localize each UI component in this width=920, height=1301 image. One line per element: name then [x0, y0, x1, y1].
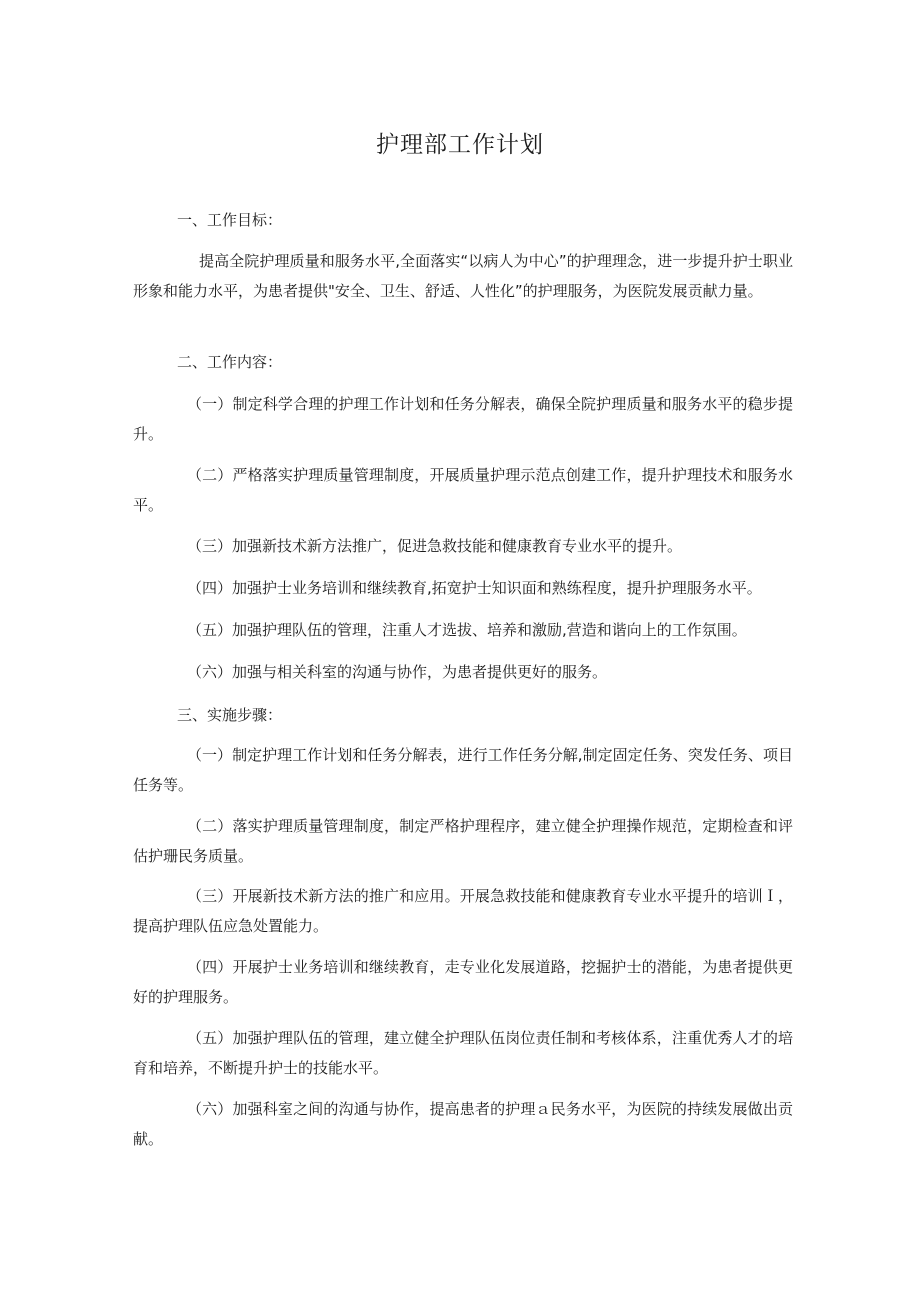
content-item: （三）加强新技术新方法推广，促进急救技能和健康教育专业水平的提升。	[187, 537, 683, 555]
content-item: （一）制定科学合理的护理工作计划和任务分解表，确保全院护理质量和服务水平的稳步提升。	[133, 395, 793, 443]
goals-paragraph: 提高全院护理质量和服务水平,全面落实“以病人为中心”的护理理念，进一步提升护士职业形象和能力水平，为患者提供"安全、卫生、舒适、人性化”的护理服务，为医院发展贡献力量。	[133, 252, 793, 300]
section-heading-content: 二、工作内容：	[177, 353, 283, 371]
document-title: 护理部工作计划	[376, 132, 544, 158]
step-item: （一）制定护理工作计划和任务分解表，进行工作任务分解,制定固定任务、突发任务、项目任务等。	[133, 746, 793, 794]
step-item: （三）开展新技术新方法的推广和应用。开展急救技能和健康教育专业水平提升的培训Ｉ，提高护理队伍应急处置能力。	[133, 887, 793, 935]
content-item: （六）加强与相关科室的沟通与协作，为患者提供更好的服务。	[187, 663, 608, 681]
step-item: （二）落实护理质量管理制度，制定严格护理程序，建立健全护理操作规范，定期检查和评估护珊民务质量。	[133, 817, 793, 865]
step-item: （五）加强护理队伍的管理，建立健全护理队伍岗位责任制和考核体系，注重优秀人才的培育和培养，不断提升护士的技能水平。	[133, 1029, 793, 1077]
section-heading-goals: 一、工作目标：	[177, 211, 283, 229]
section-heading-steps: 三、实施步骤：	[177, 706, 283, 724]
step-item: （六）加强科室之间的沟通与协作，提高患者的护理ａ民务水平，为医院的持续发展做出贡献。	[133, 1100, 793, 1148]
step-item: （四）开展护士业务培训和继续教育，走专业化发展道路，挖掘护士的潜能，为患者提供更好的护理服务。	[133, 958, 793, 1006]
content-item: （二）严格落实护理质量管理制度，开展质量护理示范点创建工作，提升护理技术和服务水平。	[133, 466, 793, 514]
content-item: （五）加强护理队伍的管理，注重人才选拔、培养和激励,营造和谐向上的工作氛围。	[187, 621, 747, 639]
content-item: （四）加强护士业务培训和继续教育,拓宽护士知识面和熟练程度，提升护理服务水平。	[187, 579, 762, 597]
